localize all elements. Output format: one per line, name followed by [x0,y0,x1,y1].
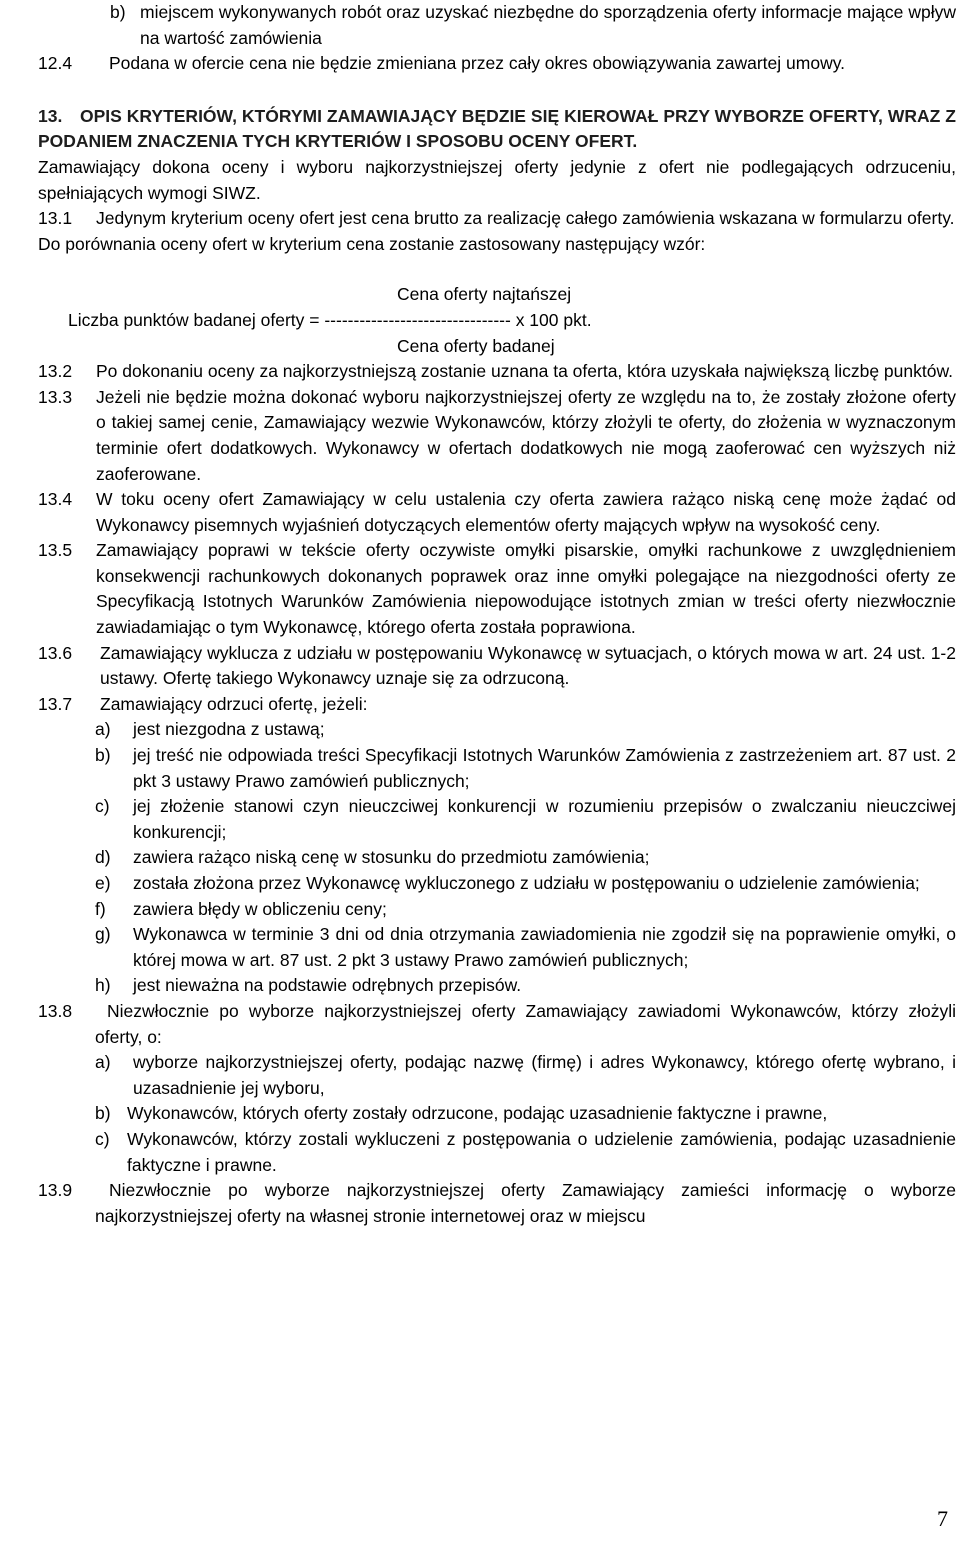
paragraph-13-9 [38,1178,956,1229]
list-letter: f) [95,898,106,919]
paragraph-13-2 [38,359,956,385]
paragraph-number: 13.5 [38,540,73,561]
list-item [95,743,956,794]
section-title: OPIS KRYTERIÓW, KTÓRYMI ZAMAWIAJĄCY BĘDZIE SIĘ KIEROWAŁ PRZY WYBORZE OFERTY, WRAZ Z PODANIEM ZNACZENIA TYCH KRYTERIÓW I SPOSOBU OCENY OFERT. [38,105,956,152]
list-text: Wykonawców, których oferty zostały odrzucone, podając uzasadnienie faktyczne i prawne, [127,1103,828,1124]
list-text: zawiera błędy w obliczeniu ceny; [133,898,387,919]
formula [38,282,956,359]
paragraph-13-8-list [95,1050,956,1178]
page-number: 7 [937,1506,948,1531]
list-item [95,1127,956,1178]
paragraph-number: 13.6 [38,642,73,663]
list-letter: h) [95,975,111,996]
list-letter: e) [95,873,111,893]
list-letter: b) [95,745,111,766]
list-item [95,1101,956,1127]
formula-denominator: Cena oferty badanej [397,335,555,356]
formula-intro: Do porównania oceny ofert w kryterium cena zostanie zastosowany następujący wzór: [38,233,706,254]
paragraph-text: Niezwłocznie po wyborze najkorzystniejszej oferty Zamawiający zawiadomi Wykonawców, którzy złożyli oferty, o: [95,1000,956,1047]
list-text: zawiera rażąco niską cenę w stosunku do przedmiotu zamówienia; [133,847,650,868]
list-item [95,922,956,973]
list-item [95,973,956,999]
section-heading [38,104,956,155]
list-text: jej złożenie stanowi czyn nieuczciwej konkurencji w rozumieniu przepisów o zwalczaniu nieuczciwej konkurencji; [133,796,956,842]
paragraph-number: 12.4 [38,53,73,74]
list-letter: d) [95,847,111,868]
paragraph-12-4 [38,51,956,77]
section-number: 13. [38,105,63,126]
paragraph-text: Jedynym kryterium oceny ofert jest cena brutto za realizację całego zamówienia wskazana w formularzu oferty. [96,208,955,229]
list-text: została złożona przez Wykonawcę wykluczonego z udziału w postępowaniu o udzielenie zamówienia; [133,873,920,893]
intro-item-b [110,0,956,51]
paragraph-text: Po dokonaniu oceny za najkorzystniejszą zostanie uznana ta oferta, która uzyskała największą liczbę punktów. [96,361,954,382]
list-item [95,897,956,923]
paragraph-13-4 [38,487,956,538]
paragraph-13-6 [38,641,956,692]
paragraph-text: Podana w ofercie cena nie będzie zmieniana przez cały okres obowiązywania zawartej umowy. [109,53,846,74]
list-text: jej treść nie odpowiada treści Specyfikacji Istotnych Warunków Zamówienia z zastrzeżeniem art. 87 ust. 2 pkt 3 ustawy Prawo zamówień publicznych; [133,745,956,791]
paragraph-13-1 [38,206,956,232]
list-text: Wykonawca w terminie 3 dni od dnia otrzymania zawiadomienia nie zgodził się na poprawienie omyłki, o której mowa w art. 87 ust. 2 pkt 3 ustawy Prawo zamówień publicznych; [133,924,956,970]
list-letter: c) [95,1128,110,1149]
paragraph-number: 13.4 [38,489,73,510]
paragraph-number: 13.8 [38,1000,73,1021]
paragraph-text: Zamawiający wyklucza z udziału w postępowaniu Wykonawcę w sytuacjach, o których mowa w art. 24 ust. 1-2 ustawy. Ofertę takiego Wykonawcy uznaje się za odrzuconą. [100,642,956,689]
paragraph-number: 13.9 [38,1180,73,1201]
paragraph-13-7 [38,692,956,718]
formula-main: Liczba punktów badanej oferty = -------------------------------- x 100 pkt. [68,309,592,330]
paragraph-number: 13.7 [38,693,73,714]
paragraph-number: 13.2 [38,361,73,382]
list-letter: c) [95,796,110,817]
list-letter: b) [95,1103,111,1124]
section-intro: Zamawiający dokona oceny i wyboru najkorzystniejszej oferty jedynie z ofert nie podlegających odrzuceniu, spełniających wymogi SIWZ. [38,156,956,203]
item-text: miejscem wykonywanych robót oraz uzyskać niezbędne do sporządzenia oferty informacje mające wpływ na wartość zamówienia [140,2,956,48]
list-item [95,717,956,743]
paragraph-13-8 [38,999,956,1050]
paragraph-text: Jeżeli nie będzie można dokonać wyboru najkorzystniejszej oferty ze względu na to, że zostały złożone oferty o takiej samej cenie, Zamawiający wezwie Wykonawców, którzy złożyli te oferty, do złożenia w wyznaczonym terminie ofert dodatkowych. Wykonawcy w ofertach dodatkowych nie mogą zaoferować cen wyższych niż zaoferowane. [96,386,956,484]
paragraph-text: Zamawiający odrzuci ofertę, jeżeli: [100,693,368,714]
list-item [95,1050,956,1101]
paragraph-13-7-list [95,717,956,999]
list-text: jest niezgodna z ustawą; [133,719,325,740]
list-item [95,845,956,871]
list-letter: a) [95,1052,111,1073]
paragraph-13-3 [38,385,956,487]
item-letter: b) [110,2,126,22]
paragraph-13-5 [38,538,956,640]
paragraph-text: W toku oceny ofert Zamawiający w celu ustalenia czy oferta zawiera rażąco niską cenę może żądać od Wykonawcy pisemnych wyjaśnień dotyczących elementów oferty mających wpływ na wysokość ceny. [96,489,956,535]
list-text: wyborze najkorzystniejszej oferty, podając nazwę (firmę) i adres Wykonawcy, którego ofertę wybrano, i uzasadnienie jej wyboru, [133,1052,956,1098]
list-item [95,794,956,845]
formula-numerator: Cena oferty najtańszej [397,284,572,305]
paragraph-text: Zamawiający poprawi w tekście oferty oczywiste omyłki pisarskie, omyłki rachunkowe z uwzględnieniem konsekwencji rachunkowych dokonanych poprawek oraz inne omyłki polegające na niezgodności oferty ze Specyfikacją Istotnych Warunków Zamówienia niepowodujące istotnych zmian w treści oferty niezwłocznie zawiadamiając o tym Wykonawcę, którego oferta została poprawiona. [96,540,956,638]
list-text: jest nieważna na podstawie odrębnych przepisów. [133,975,522,996]
list-text: Wykonawców, którzy zostali wykluczeni z postępowania o udzielenie zamówienia, podając uzasadnienie faktyczne i prawne. [127,1128,956,1175]
list-item [95,871,956,897]
list-letter: g) [95,924,111,945]
list-letter: a) [95,719,111,740]
document-page [38,0,956,1229]
paragraph-text: Niezwłocznie po wyborze najkorzystniejszej oferty Zamawiający zamieści informację o wyborze najkorzystniejszej oferty na własnej stronie internetowej oraz w miejscu [95,1180,956,1226]
paragraph-number: 13.1 [38,208,73,229]
paragraph-number: 13.3 [38,386,73,407]
